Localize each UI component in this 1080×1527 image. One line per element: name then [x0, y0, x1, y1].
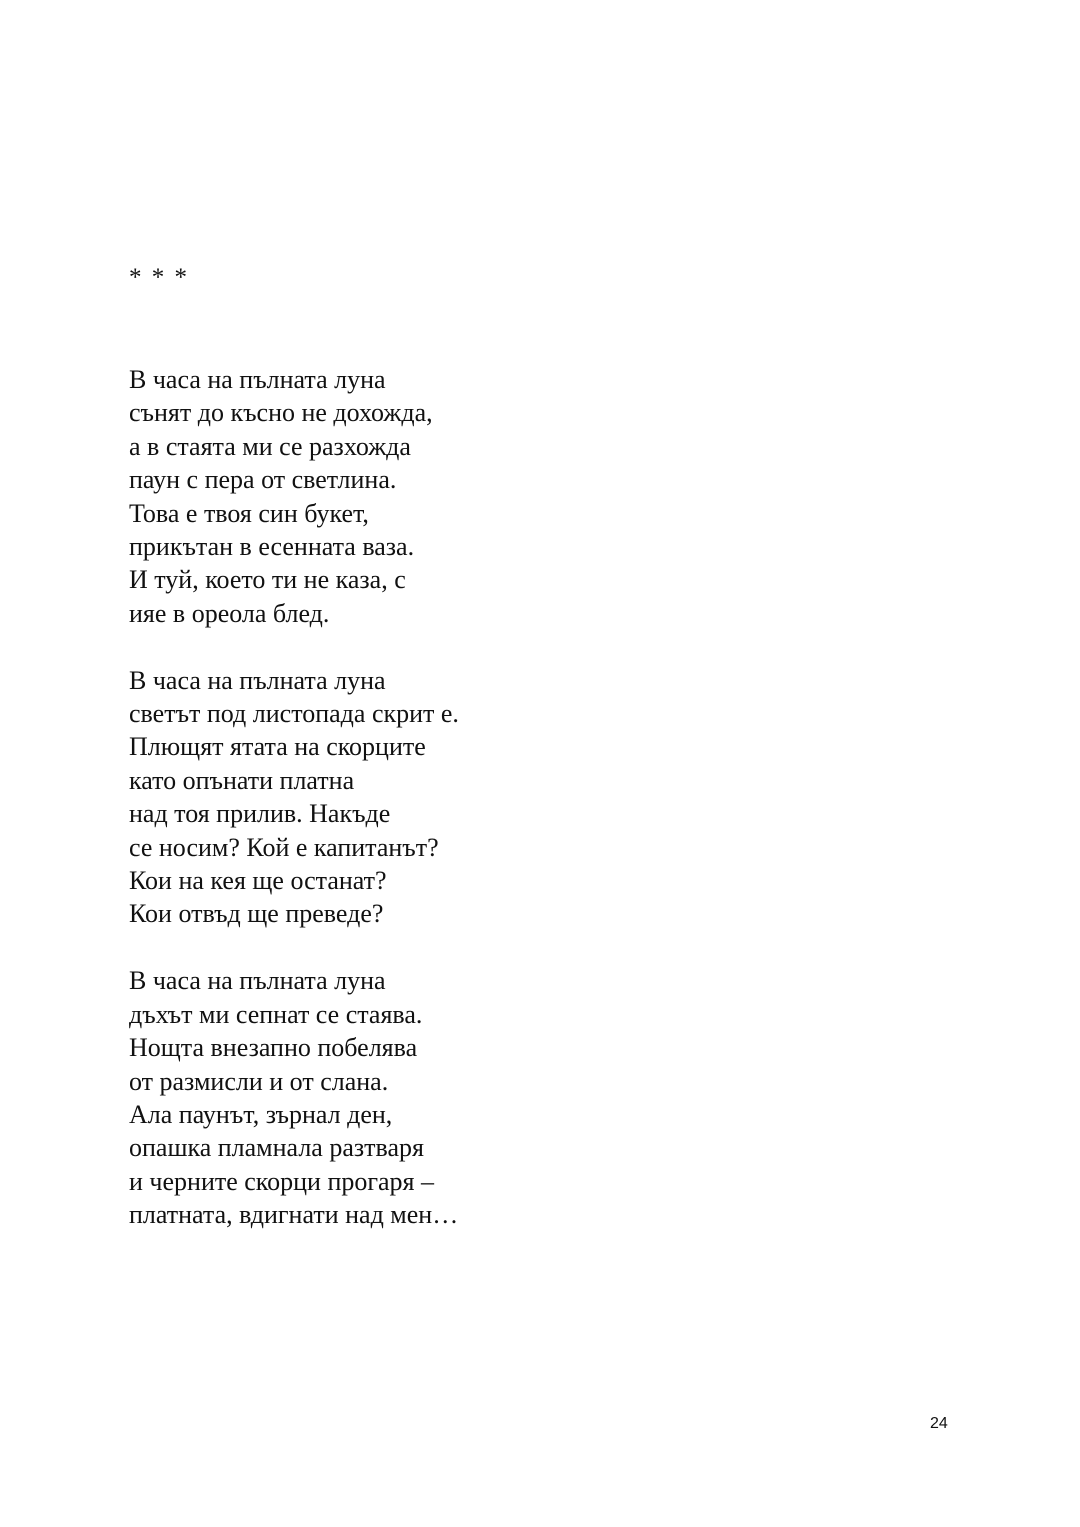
- poem-line: прикътан в есенната ваза.: [129, 532, 415, 562]
- poem-line: Плющят ятата на скорците: [129, 732, 426, 762]
- poem-line: Това е твоя син букет,: [129, 498, 369, 528]
- section-separator: * * *: [129, 264, 189, 291]
- poem-line: Кои на кея ще останат?: [129, 866, 387, 896]
- poem-line: а в стаята ми се разхожда: [129, 431, 411, 461]
- poem-line: И туй, което ти не каза, с: [129, 565, 406, 595]
- stanza-1: [129, 363, 829, 630]
- poem-line: светът под листопада скрит е.: [129, 699, 459, 729]
- poem-line: В часа на пълната луна: [129, 665, 386, 695]
- poem: [129, 363, 829, 1265]
- poem-line: от размисли и от слана.: [129, 1066, 389, 1096]
- poem-line: над тоя прилив. Накъде: [129, 799, 391, 829]
- poem-line: Нощта внезапно побелява: [129, 1033, 418, 1063]
- poem-line: В часа на пълната луна: [129, 365, 386, 394]
- poem-line: Кои отвъд ще преведе?: [129, 899, 384, 929]
- poem-line: опашка пламнала разтваря: [129, 1133, 424, 1163]
- poem-line: сънят до късно не дохожда,: [129, 398, 433, 428]
- stanza-3: [129, 964, 829, 1231]
- poem-line: дъхът ми сепнат се стаява.: [129, 999, 423, 1029]
- poem-line: и черните скорци прогаря –: [129, 1166, 435, 1196]
- stanza-2: [129, 664, 829, 931]
- poem-line: ияе в ореола блед.: [129, 598, 330, 628]
- page-number: 24: [930, 1415, 948, 1432]
- poem-line: платната, вдигнати над мен…: [129, 1200, 459, 1230]
- poem-line: Ала паунът, зърнал ден,: [129, 1099, 393, 1129]
- poem-line: паун с пера от светлина.: [129, 465, 397, 495]
- poem-line: се носим? Кой е капитанът?: [129, 832, 439, 862]
- poem-line: В часа на пълната луна: [129, 966, 386, 996]
- poem-line: като опънати платна: [129, 765, 355, 795]
